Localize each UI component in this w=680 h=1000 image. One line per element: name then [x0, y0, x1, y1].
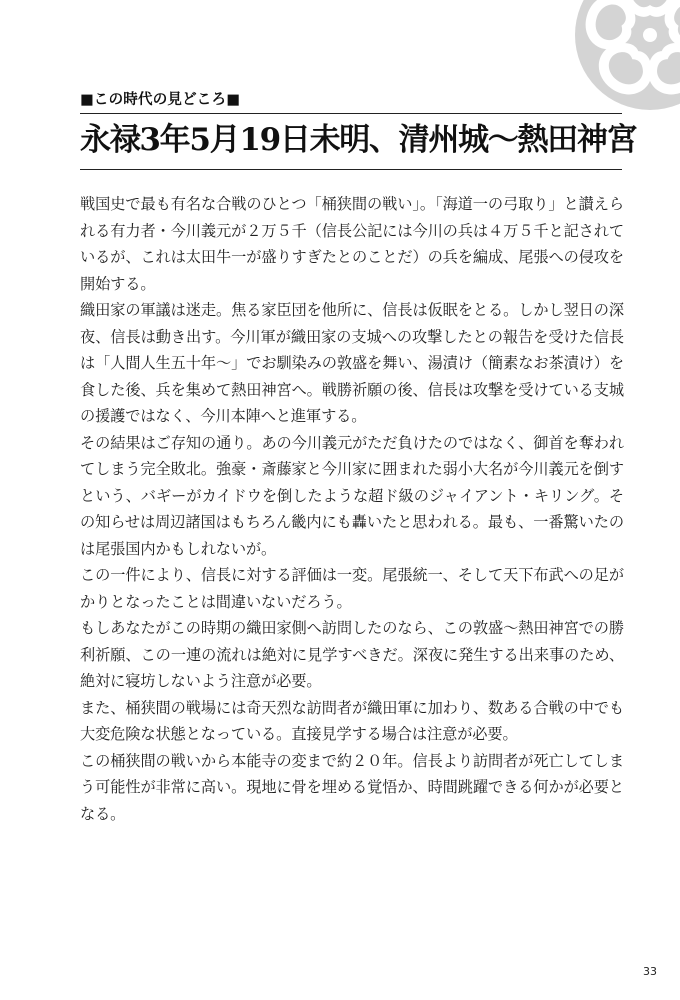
- body-text: [80, 191, 624, 827]
- paragraph: その結果はご存知の通り。あの今川義元がただ負けたのではなく、御首を奪われてしまう完全敗北。強豪・斎藤家と今川家に囲まれた弱小大名が今川義元を倒すという、バギーがカイドウを倒したような超ド級のジャイアント・キリング。その知らせは周辺諸国はもちろん畿内にも轟いたと思われる。最も、一番驚いたのは尾張国内かもしれないが。: [80, 433, 624, 558]
- headline-bottom-rule: [80, 169, 622, 170]
- paragraph: また、桶狭間の戦場には奇天烈な訪問者が織田軍に加わり、数ある合戦の中でも大変危険な状態となっている。直接見学する場合は注意が必要。: [80, 698, 624, 743]
- paragraph: 織田家の軍議は迷走。焦る家臣団を他所に、信長は仮眠をとる。しかし翌日の深夜、信長は動き出す。今川軍が織田家の支城への攻撃したとの報告を受けた信長は「人間人生五十年〜」でお馴染みの敦盛を舞い、湯漬け（簡素なお茶漬け）を食した後、兵を集めて熱田神宮へ。戦勝祈願の後、信長は攻撃を受けている支城の援護ではなく、今川本陣へと進軍する。: [80, 301, 624, 425]
- page-title: 永禄3年5月19日未明、清州城〜熱田神宮: [80, 122, 637, 158]
- section-label: ■この時代の見どころ■: [80, 92, 241, 108]
- oda-mokko-crest-icon: [575, 0, 680, 110]
- paragraph: この一件により、信長に対する評価は一変。尾張統一、そして天下布武への足がかりとなったことは間違いないだろう。: [80, 566, 624, 611]
- page-number: 33: [643, 965, 657, 978]
- paragraph: この桶狭間の戦いから本能寺の変まで約２０年。信長より訪問者が死亡してしまう可能性が非常に高い。現地に骨を埋める覚悟か、時間跳躍できる何かが必要となる。: [80, 751, 624, 823]
- paragraph: もしあなたがこの時期の織田家側へ訪問したのなら、この敦盛〜熱田神宮での勝利祈願、この一連の流れは絶対に見学すべきだ。深夜に発生する出来事のため、絶対に寝坊しないよう注意が必要。: [80, 619, 624, 690]
- paragraph: 戦国史で最も有名な合戦のひとつ「桶狭間の戦い」。「海道一の弓取り」と讃えられる有力者・今川義元が２万５千（信長公記には今川の兵は４万５千と記されているが、これは太田牛一が盛りすぎたとのことだ）の兵を編成、尾張への侵攻を開始する。: [80, 195, 624, 293]
- headline-top-rule: [80, 113, 622, 114]
